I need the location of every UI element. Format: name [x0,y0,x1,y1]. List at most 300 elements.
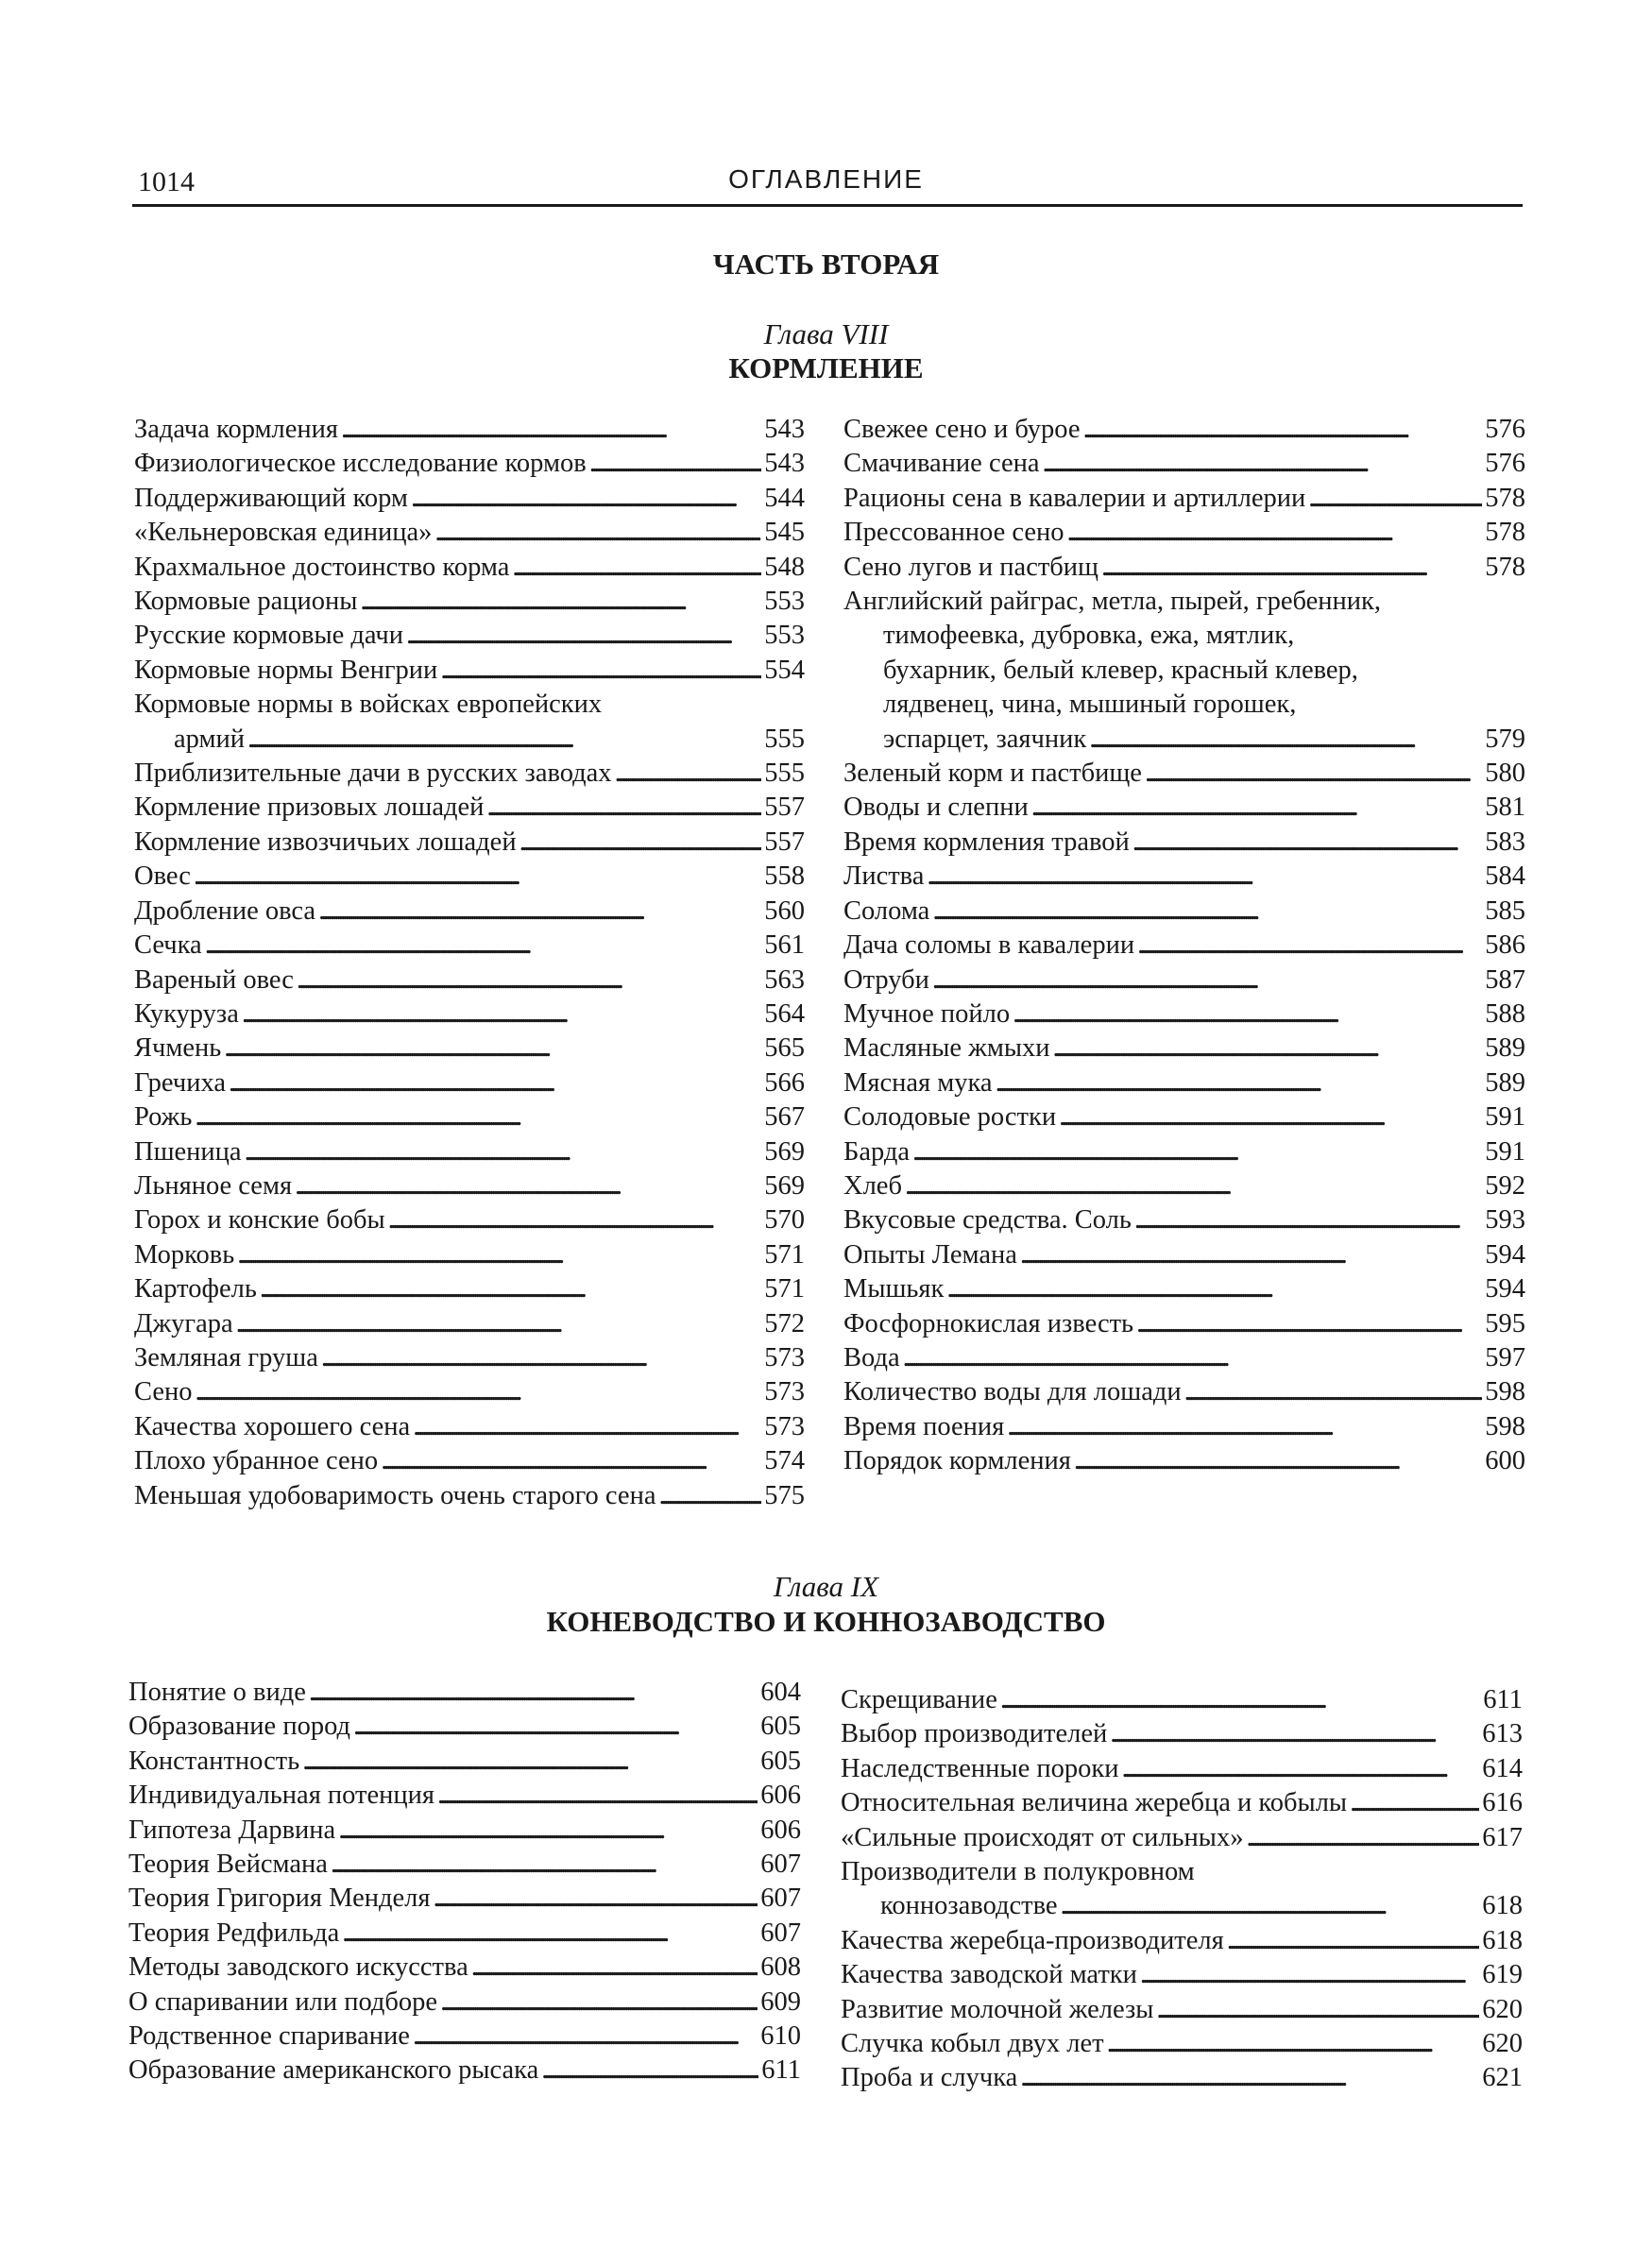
dot-leader [946,1272,1482,1306]
dot-leader [519,826,762,860]
dot-leader [932,963,1482,997]
toc-entry [843,482,1525,516]
toc-entry [843,963,1525,997]
entry-page: 574 [764,1446,805,1476]
dot-leader [903,1341,1483,1375]
entry-page: 572 [764,1308,805,1338]
toc-entry [134,1203,805,1237]
dot-leader [388,1203,762,1237]
dot-leader [195,1100,761,1134]
entry-page: 581 [1485,793,1525,823]
entry-title: Теория Григория Менделя [128,1883,431,1914]
entry-title: Льняное семя [134,1170,293,1201]
dot-leader [1013,997,1482,1031]
entry-page: 548 [764,552,805,582]
entry-title: Качества заводской матки [841,1960,1137,1990]
dot-leader [615,757,762,791]
toc-entry [843,413,1525,447]
entry-page: 592 [1485,1170,1525,1201]
dot-leader [437,1779,758,1813]
toc-entry [134,1307,805,1341]
entry-title: Кормление извозчичьих лошадей [134,827,517,857]
entry-title-line: эспарцет, заячник [883,724,1087,754]
entry-title: Кормление призовых лошадей [134,793,485,823]
entry-title: Масляные жмыхи [843,1033,1050,1064]
dot-leader [194,860,761,894]
toc-entry [134,413,805,447]
entry-title: Мышьяк [843,1274,945,1304]
entry-title: Смачивание сена [843,449,1040,479]
dot-leader [342,1917,758,1951]
entry-page: 576 [1485,449,1525,479]
dot-leader [302,1745,758,1779]
entry-page: 583 [1485,827,1525,857]
toc-entry [134,997,805,1031]
entry-page: 571 [764,1239,805,1270]
entry-title: Качества жеребца-производителя [841,1925,1224,1955]
dot-leader [1136,1307,1482,1341]
dot-leader [1043,447,1483,481]
dot-leader [1350,1786,1479,1820]
dot-leader [1134,1203,1482,1237]
dot-leader [413,1410,761,1444]
entry-title: Джугара [134,1308,233,1338]
dot-leader [406,619,761,653]
entry-title: Мучное пойло [843,998,1011,1029]
toc-entry [134,482,805,516]
dot-leader [1067,516,1483,550]
dot-leader [1156,1993,1479,2027]
entry-page: 597 [1485,1342,1525,1372]
toc-entry [134,551,805,585]
entry-title: Кормовые нормы Венгрии [134,655,438,685]
dot-leader [440,654,761,688]
page-number: 1014 [138,166,195,197]
entry-title: Земляная груша [134,1342,318,1372]
toc-entry [128,1745,801,1779]
toc-entry-wrapped [843,585,1525,757]
entry-title: Понятие о виде [128,1678,306,1707]
toc-entry [134,1479,805,1513]
dot-leader [1059,1100,1482,1134]
dot-leader [196,1375,762,1409]
toc-entry [841,1717,1523,1751]
entry-title: Наследственные пороки [841,1753,1119,1783]
entry-title-line: армий [174,724,246,754]
entry-page: 606 [760,1815,801,1845]
entry-title: Гипотеза Дарвина [128,1815,336,1845]
toc-entry [843,1341,1525,1375]
toc-entry [843,1100,1525,1134]
part-title: ЧАСТЬ ВТОРАЯ [712,247,940,281]
dot-leader [1133,826,1482,860]
toc-entry [128,1986,801,2020]
entry-title: Вареный овес [134,964,294,995]
entry-page: 605 [760,1712,801,1742]
entry-title: Гречиха [134,1067,226,1098]
entry-page: 609 [760,1986,801,2017]
entry-page: 565 [764,1033,805,1064]
dot-leader [1053,1031,1483,1065]
chapter8-label: Глава VIII [763,317,889,350]
entry-title: Время поения [843,1411,1005,1441]
entry-title: Порядок кормления [843,1446,1071,1476]
entry-page: 555 [764,724,805,754]
entry-page: 563 [764,964,805,995]
entry-page: 588 [1485,998,1525,1029]
dot-leader [1110,1717,1479,1751]
toc-entry [841,1683,1523,1717]
entry-title: Дробление овса [134,895,316,926]
entry-page: 564 [764,998,805,1029]
entry-title: Образование пород [128,1712,351,1742]
chapter9-title: КОНЕВОДСТВО И КОННОЗАВОДСТВО [546,1605,1106,1638]
entry-page: 607 [760,1918,801,1948]
toc-entry [134,826,805,860]
toc-entry [841,1958,1523,1992]
toc-entry [134,1100,805,1134]
dot-leader [927,860,1482,894]
entry-page: 561 [764,930,805,961]
header-rule [132,204,1523,207]
entry-page: 607 [760,1849,801,1880]
entry-title: Ячмень [134,1033,222,1064]
dot-leader [321,1341,761,1375]
entry-page: 620 [1482,1994,1523,2024]
chapter9-label: Глава IX [773,1570,879,1603]
entry-title: Плохо убранное сено [134,1446,379,1476]
entry-title: Развитие молочной железы [841,1994,1154,2024]
toc-entry [843,757,1525,791]
dot-leader [486,791,761,825]
toc-entry [843,895,1525,929]
entry-page: 607 [760,1883,801,1914]
dot-leader [434,516,761,550]
entry-page: 570 [764,1205,805,1236]
entry-title: Скрещивание [841,1685,997,1714]
toc-entry [843,1375,1525,1409]
dot-leader [237,1238,761,1272]
entry-title: Время кормления травой [843,827,1130,857]
entry-page: 620 [1482,2029,1523,2059]
entry-title: Физиологическое исследование кормов [134,449,587,479]
entry-page: 617 [1482,1822,1523,1852]
entry-page: 578 [1485,518,1525,548]
dot-leader [1121,1752,1479,1786]
dot-leader [309,1676,758,1710]
dot-leader [996,1066,1483,1100]
entry-title: Отруби [843,964,929,995]
entry-page: 585 [1485,895,1525,926]
toc-entry [134,895,805,929]
dot-leader [589,447,762,481]
entry-page: 580 [1485,759,1525,789]
toc-entry [128,1882,801,1916]
dot-leader [1140,1958,1479,1992]
entry-page: 571 [764,1274,805,1304]
entry-page: 594 [1485,1274,1525,1304]
toc-entry [134,929,805,963]
entry-title: Константность [128,1746,300,1776]
entry-page: 604 [760,1678,801,1707]
entry-page: 587 [1485,964,1525,995]
entry-title: Дача соломы в кавалерии [843,930,1135,961]
dot-leader [353,1710,758,1744]
dot-leader [205,929,762,963]
entry-title: Сено лугов и пастбищ [843,552,1098,582]
dot-leader [1107,2027,1480,2061]
entry-title: Сечка [134,930,202,961]
entry-page: 553 [764,587,805,617]
entry-page: 618 [1482,1925,1523,1955]
dot-leader [411,482,761,516]
entry-title-line: бухарник, белый клевер, красный клевер, [883,655,1358,685]
dot-leader [242,997,761,1031]
dot-leader [1227,1924,1480,1958]
entry-title: Методы заводского искусства [128,1952,468,1983]
dot-leader [471,1951,758,1985]
entry-title-line: тимофеевка, дубровка, ежа, мятлик, [883,621,1295,651]
entry-page: 613 [1482,1719,1523,1749]
entry-page: 573 [764,1377,805,1407]
entry-page: 578 [1485,552,1525,582]
toc-entry [841,1786,1523,1820]
toc-entry [843,551,1525,585]
entry-title: Сено [134,1377,193,1407]
toc-entry [843,1444,1525,1478]
dot-leader [381,1444,761,1478]
entry-page: 589 [1485,1033,1525,1064]
entry-title: Русские кормовые дачи [134,621,403,651]
toc-entry-wrapped [134,688,805,757]
entry-page: 608 [760,1952,801,1983]
toc-entry [843,929,1525,963]
entry-title: Задача кормления [134,415,339,444]
toc-entry-wrapped [841,1855,1523,1924]
dot-leader [247,723,761,757]
dot-leader [932,895,1482,929]
toc-entry [128,1917,801,1951]
dot-leader [1061,1889,1480,1923]
toc-entry [134,1272,805,1306]
entry-page: 569 [764,1170,805,1201]
dot-leader [341,413,761,447]
toc-entry [134,860,805,894]
entry-title: Качества хорошего сена [134,1411,411,1441]
entry-title: Образование американского рысака [128,2055,539,2086]
entry-title: Оводы и слепни [843,793,1029,823]
dot-leader [1089,723,1482,757]
toc-entry [843,447,1525,481]
dot-leader [512,551,761,585]
entry-page: 594 [1485,1239,1525,1270]
entry-page: 591 [1485,1136,1525,1167]
entry-title: Кукуруза [134,998,239,1029]
toc-entry [134,1410,805,1444]
entry-page: 555 [764,759,805,789]
chapter8-left-column [134,413,805,1513]
dot-leader [658,1479,761,1513]
dot-leader [1137,929,1482,963]
entry-page: 598 [1485,1377,1525,1407]
toc-entry [843,1410,1525,1444]
dot-leader [338,1814,758,1848]
entry-title: Количество воды для лошади [843,1377,1182,1407]
entry-page: 584 [1485,861,1525,892]
chapter9-left-column [128,1676,801,2088]
entry-page: 573 [764,1411,805,1441]
entry-title: Проба и случка [841,2063,1018,2093]
toc-entry [134,791,805,825]
toc-entry [128,1951,801,1985]
toc-entry [128,2054,801,2088]
entry-title-line: Кормовые нормы в войсках европейских [134,690,603,720]
entry-title: Случка кобыл двух лет [841,2029,1104,2059]
entry-page: 560 [764,895,805,926]
toc-entry [134,1066,805,1100]
toc-entry [134,1375,805,1409]
dot-leader [440,1986,758,2020]
entry-title: Опыты Лемана [843,1239,1017,1270]
entry-title: Кормовые рационы [134,587,358,617]
entry-title: Индивидуальная потенция [128,1781,435,1811]
entry-page: 605 [760,1746,801,1776]
toc-entry [128,1710,801,1744]
toc-entry [128,2020,801,2054]
entry-title: Свежее сено и бурое [843,415,1081,444]
entry-title: Солома [843,895,930,926]
toc-entry [134,516,805,550]
dot-leader [236,1307,762,1341]
entry-page: 545 [764,518,805,548]
entry-title: Рационы сена в кавалерии и артиллерии [843,483,1306,513]
toc-entry [843,826,1525,860]
entry-title: Крахмальное достоинство корма [134,552,510,582]
entry-page: 621 [1482,2063,1523,2093]
toc-entry [134,1169,805,1203]
toc-entry [134,757,805,791]
dot-leader [229,1066,761,1100]
entry-page: 589 [1485,1067,1525,1098]
entry-title: Относительная величина жеребца и кобылы [841,1788,1348,1818]
entry-title: Фосфорнокислая известь [843,1308,1134,1338]
toc-entry [134,1444,805,1478]
dot-leader [1308,482,1482,516]
entry-page: 566 [764,1067,805,1098]
entry-title: Картофель [134,1274,257,1304]
toc-entry [843,1066,1525,1100]
entry-page: 576 [1485,415,1525,444]
entry-page: 614 [1482,1753,1523,1783]
dot-leader [1083,413,1483,447]
entry-title: Прессованное сено [843,518,1064,548]
entry-page: 600 [1485,1446,1525,1476]
dot-leader [1000,1683,1480,1717]
entry-title: Поддерживающий корм [134,483,408,513]
entry-title: Горох и конские бобы [134,1205,385,1236]
entry-title: Меньшая удобоваримость очень старого сена [134,1480,656,1510]
dot-leader [331,1848,758,1882]
toc-entry [134,1031,805,1065]
toc-entry [843,997,1525,1031]
toc-entry [841,1821,1523,1855]
entry-page: 610 [760,2021,801,2052]
toc-entry [134,585,805,619]
dot-leader [1007,1410,1482,1444]
entry-page: 598 [1485,1411,1525,1441]
entry-page: 578 [1485,483,1525,513]
entry-page: 611 [1483,1685,1523,1714]
entry-page: 575 [764,1480,805,1510]
dot-leader [360,585,761,619]
toc-entry [134,1341,805,1375]
entry-page: 618 [1482,1891,1523,1921]
entry-title: Выбор производителей [841,1719,1108,1749]
dot-leader [260,1272,761,1306]
dot-leader [433,1882,758,1916]
toc-entry [134,619,805,653]
entry-title: Теория Редфильда [128,1918,340,1948]
entry-title: Морковь [134,1239,235,1270]
dot-leader [1145,757,1482,791]
toc-entry [128,1814,801,1848]
toc-entry [841,2061,1523,2095]
toc-entry [843,791,1525,825]
toc-entry [843,860,1525,894]
entry-page: 553 [764,621,805,651]
toc-entry [841,1924,1523,1958]
entry-page: 554 [764,655,805,685]
entry-page: 593 [1485,1205,1525,1236]
entry-title: Зеленый корм и пастбище [843,759,1142,789]
toc-entry [843,1135,1525,1169]
entry-page: 606 [760,1781,801,1811]
dot-leader [318,895,761,929]
dot-leader [912,1135,1482,1169]
toc-entry [134,963,805,997]
entry-title: «Сильные происходят от сильных» [841,1822,1244,1852]
entry-page: 557 [764,793,805,823]
toc-entry [841,2027,1523,2061]
dot-leader [1020,2061,1479,2095]
entry-title: Приблизительные дачи в русских заводах [134,759,612,789]
dot-leader [1101,551,1482,585]
entry-page: 557 [764,827,805,857]
entry-title: Овес [134,861,191,892]
entry-title: Рожь [134,1102,193,1133]
dot-leader [224,1031,761,1065]
toc-entry [843,1169,1525,1203]
toc-entry [843,1272,1525,1306]
dot-leader [905,1169,1482,1203]
entry-title: Теория Вейсмана [128,1849,328,1880]
entry-title: «Кельнеровская единица» [134,518,433,548]
chapter8-title: КОРМЛЕНИЕ [728,351,924,384]
entry-page: 616 [1482,1788,1523,1818]
entry-page: 544 [764,483,805,513]
dot-leader [1246,1821,1479,1855]
dot-leader [541,2054,758,2088]
toc-entry [128,1676,801,1710]
toc-entry [134,447,805,481]
entry-title: Вкусовые средства. Соль [843,1205,1132,1236]
entry-page: 586 [1485,930,1525,961]
dot-leader [1020,1238,1482,1272]
entry-page: 591 [1485,1102,1525,1133]
entry-title-line: Английский райграс, метла, пырей, гребенник, [843,587,1382,617]
toc-entry [128,1848,801,1882]
entry-title: Пшеница [134,1136,242,1167]
